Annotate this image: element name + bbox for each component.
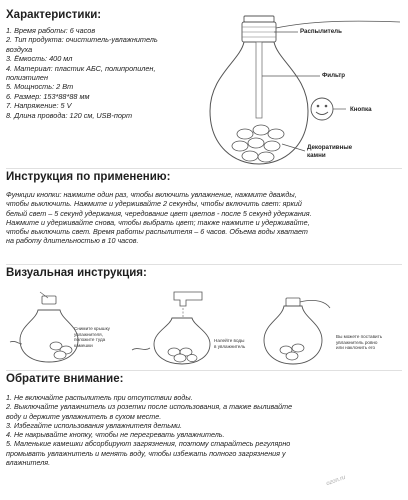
attention-line: 1. Не включайте распылитель при отсутствии воды.	[6, 393, 193, 402]
attention-line: влажнителя.	[6, 458, 51, 468]
instruction-line: белый свет – 5 секунд удержания, чередование цвет цветов - после 5 секунд удержания.	[6, 208, 312, 218]
spec-line: 7. Напряжение: 5 V	[6, 101, 72, 111]
spec-line: 3. Ёмкость: 400 мл	[6, 54, 73, 64]
step2-line: Налейте воды	[214, 338, 245, 343]
spec-line: 4. Материал: пластик АБС, полипропилен,	[6, 63, 156, 73]
label-filter: Фильтр	[322, 72, 346, 79]
step1-line: Снимите крышку	[74, 326, 110, 331]
spec-line: 2. Тип продукта: очиститель-увлажнитель	[6, 35, 158, 45]
instruction-line: чтобы выключить. Нажмите и удерживайте 2 секунды, чтобы включить свет: яркий	[6, 199, 302, 209]
attention-line: 2. Выключайте увлажнитель из розетки после использования, а также выливайте	[6, 402, 293, 412]
attention-title: Обратите внимание:	[6, 373, 124, 385]
label-stones: Декоративные	[307, 144, 353, 151]
label-stones-2: камни	[307, 152, 326, 159]
attention-line: 4. Не накрывайте кнопку, чтобы не перегревать увлажнитель.	[6, 430, 225, 440]
specs-title: Характеристики:	[6, 9, 102, 21]
step3-line: Вы можете поставить	[336, 334, 383, 339]
attention-line: воду и держите увлажнитель в сухом месте.	[6, 411, 162, 421]
step3-caption	[336, 334, 382, 351]
instruction-line: чтобы выключить свет. Время работы распылителя – 6 часов. Объема воды хватает	[6, 227, 308, 237]
attention-line: 5. Маленькие камешки абсорбируют загрязнения, поэтому старайтесь регулярно	[6, 439, 291, 449]
instruction-line: Нажмите и удерживайте снова, чтобы выбрать цвет; также нажмите и удерживайте,	[6, 217, 310, 227]
attention-line: 3. Избегайте использования увлажнителя детьми.	[6, 420, 182, 430]
section-divider	[6, 264, 402, 265]
step2-caption	[214, 338, 245, 349]
step1-line: камешки	[74, 342, 93, 348]
step1-line: положите туда	[74, 337, 106, 343]
label-button: Кнопка	[350, 106, 372, 113]
step2-line: в увлажнитель	[214, 343, 246, 349]
spec-line: полиэтилен	[6, 73, 48, 83]
section-divider	[6, 168, 402, 169]
step3-line: или наклонить его	[336, 345, 376, 351]
instructions-title: Инструкция по применению:	[6, 171, 171, 183]
watermark: ozon.ru	[325, 474, 347, 488]
spec-line: 6. Размер: 153*88*88 мм	[6, 91, 90, 101]
instruction-line: на работу длительностью в 10 часов.	[6, 236, 139, 246]
attention-line: промывать увлажнитель и менять воду, чтобы избежать полного загрязнения у	[6, 448, 286, 458]
section-divider	[6, 370, 402, 371]
spec-line: 5. Мощность: 2 Вт	[6, 82, 74, 92]
visual-title: Визуальная инструкция:	[6, 267, 147, 279]
instructions-text	[6, 190, 404, 246]
step1-line: увлажнителя,	[74, 331, 103, 337]
instruction-line: Функции кнопки: нажмите один раз, чтобы включить увлажнение, нажмите дважды,	[6, 190, 297, 199]
spec-line: 8. Длина провода: 120 см, USB-порт	[6, 110, 133, 120]
step3-illustration	[256, 294, 332, 366]
step3-line: увлажнитель ровно	[336, 339, 378, 345]
step1-caption	[74, 326, 110, 348]
label-sprayer: Распылитель	[300, 28, 342, 35]
specs-list	[6, 26, 216, 120]
attention-list	[6, 393, 404, 467]
spec-line: 1. Время работы: 6 часов	[6, 26, 96, 35]
spec-line: воздуха	[6, 44, 33, 54]
step2-illustration	[130, 290, 226, 366]
